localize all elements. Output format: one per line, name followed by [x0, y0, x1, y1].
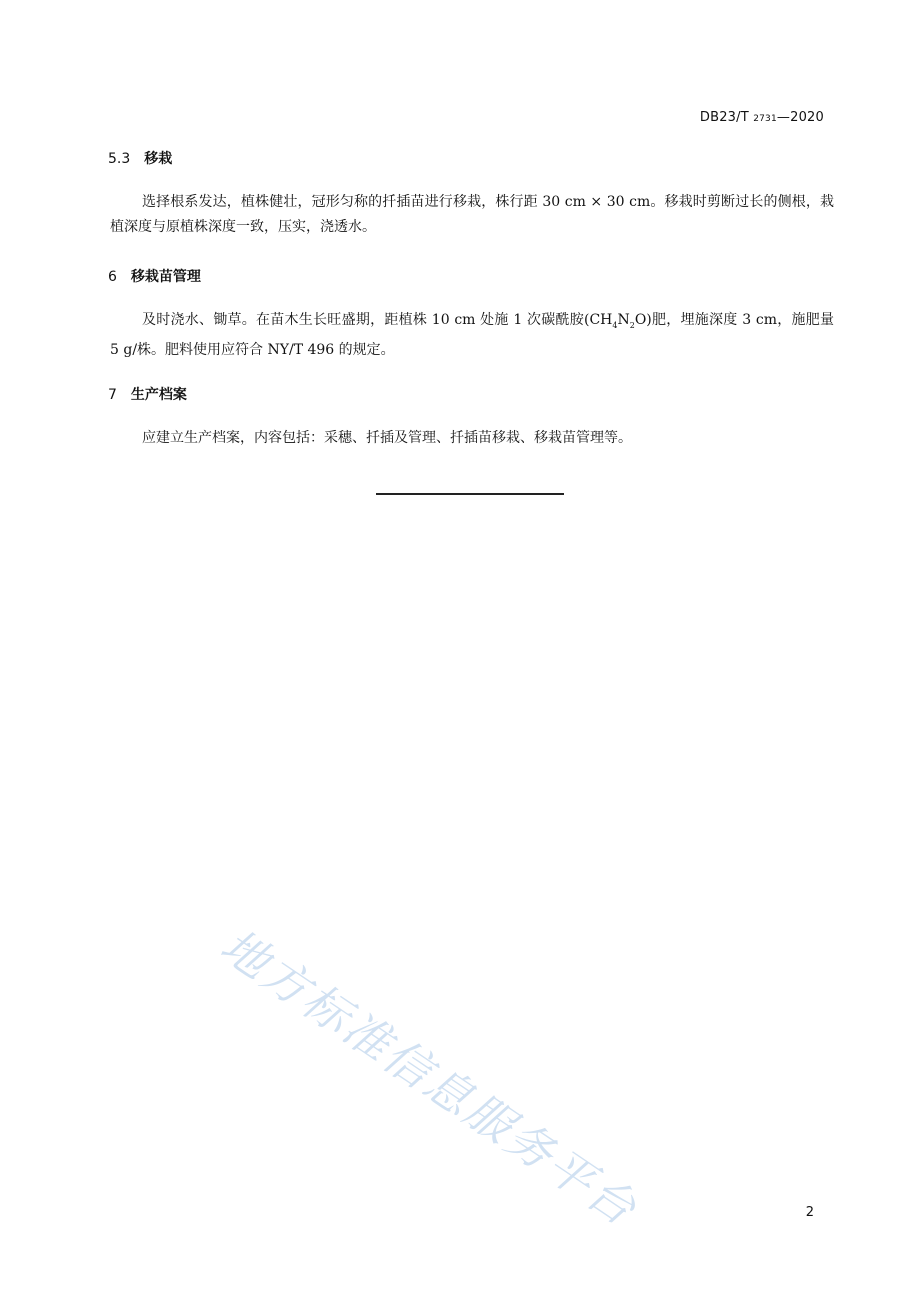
section-number: 7	[108, 387, 117, 403]
subscript: 2	[629, 320, 635, 330]
end-of-document-rule	[376, 493, 564, 495]
section-paragraph-6	[110, 308, 834, 363]
paragraph-text: 及时浇水、锄草。在苗木生长旺盛期，距植株 10 cm 处施 1 次碳酰胺(CH	[142, 312, 613, 328]
paragraph-text: N	[617, 312, 630, 328]
watermark-text: 地方标准信息服务平台	[211, 918, 648, 1237]
standard-code	[700, 110, 824, 125]
section-title: 移栽	[144, 151, 173, 167]
section-paragraph-7: 应建立生产档案，内容包括：采穗、扦插及管理、扦插苗移栽、移栽苗管理等。	[142, 430, 632, 446]
section-heading-5-3	[108, 148, 172, 168]
section-number: 5.3	[108, 151, 131, 167]
standard-code-year: —2020	[776, 110, 824, 125]
section-paragraph-5-3: 选择根系发达，植株健壮，冠形匀称的扦插苗进行移栽，株行距 30 cm × 30 cm。移栽时剪断过长的侧根，栽植深度与原植株深度一致，压实，浇透水。	[110, 194, 834, 235]
subscript: 4	[612, 320, 618, 330]
section-heading-6	[108, 266, 201, 286]
paragraph-text: O)肥，埋施深度 3 cm，施肥量 5 g/株。肥料使用应符合 NY/T 496 的规定。	[110, 312, 834, 358]
section-title: 移栽苗管理	[130, 269, 201, 285]
standard-code-number: 2731	[753, 114, 777, 124]
section-heading-7	[108, 384, 187, 404]
section-title: 生产档案	[130, 387, 187, 403]
page-number: 2	[805, 1205, 814, 1220]
standard-code-prefix: DB23/T	[699, 110, 754, 125]
section-number: 6	[108, 269, 117, 285]
